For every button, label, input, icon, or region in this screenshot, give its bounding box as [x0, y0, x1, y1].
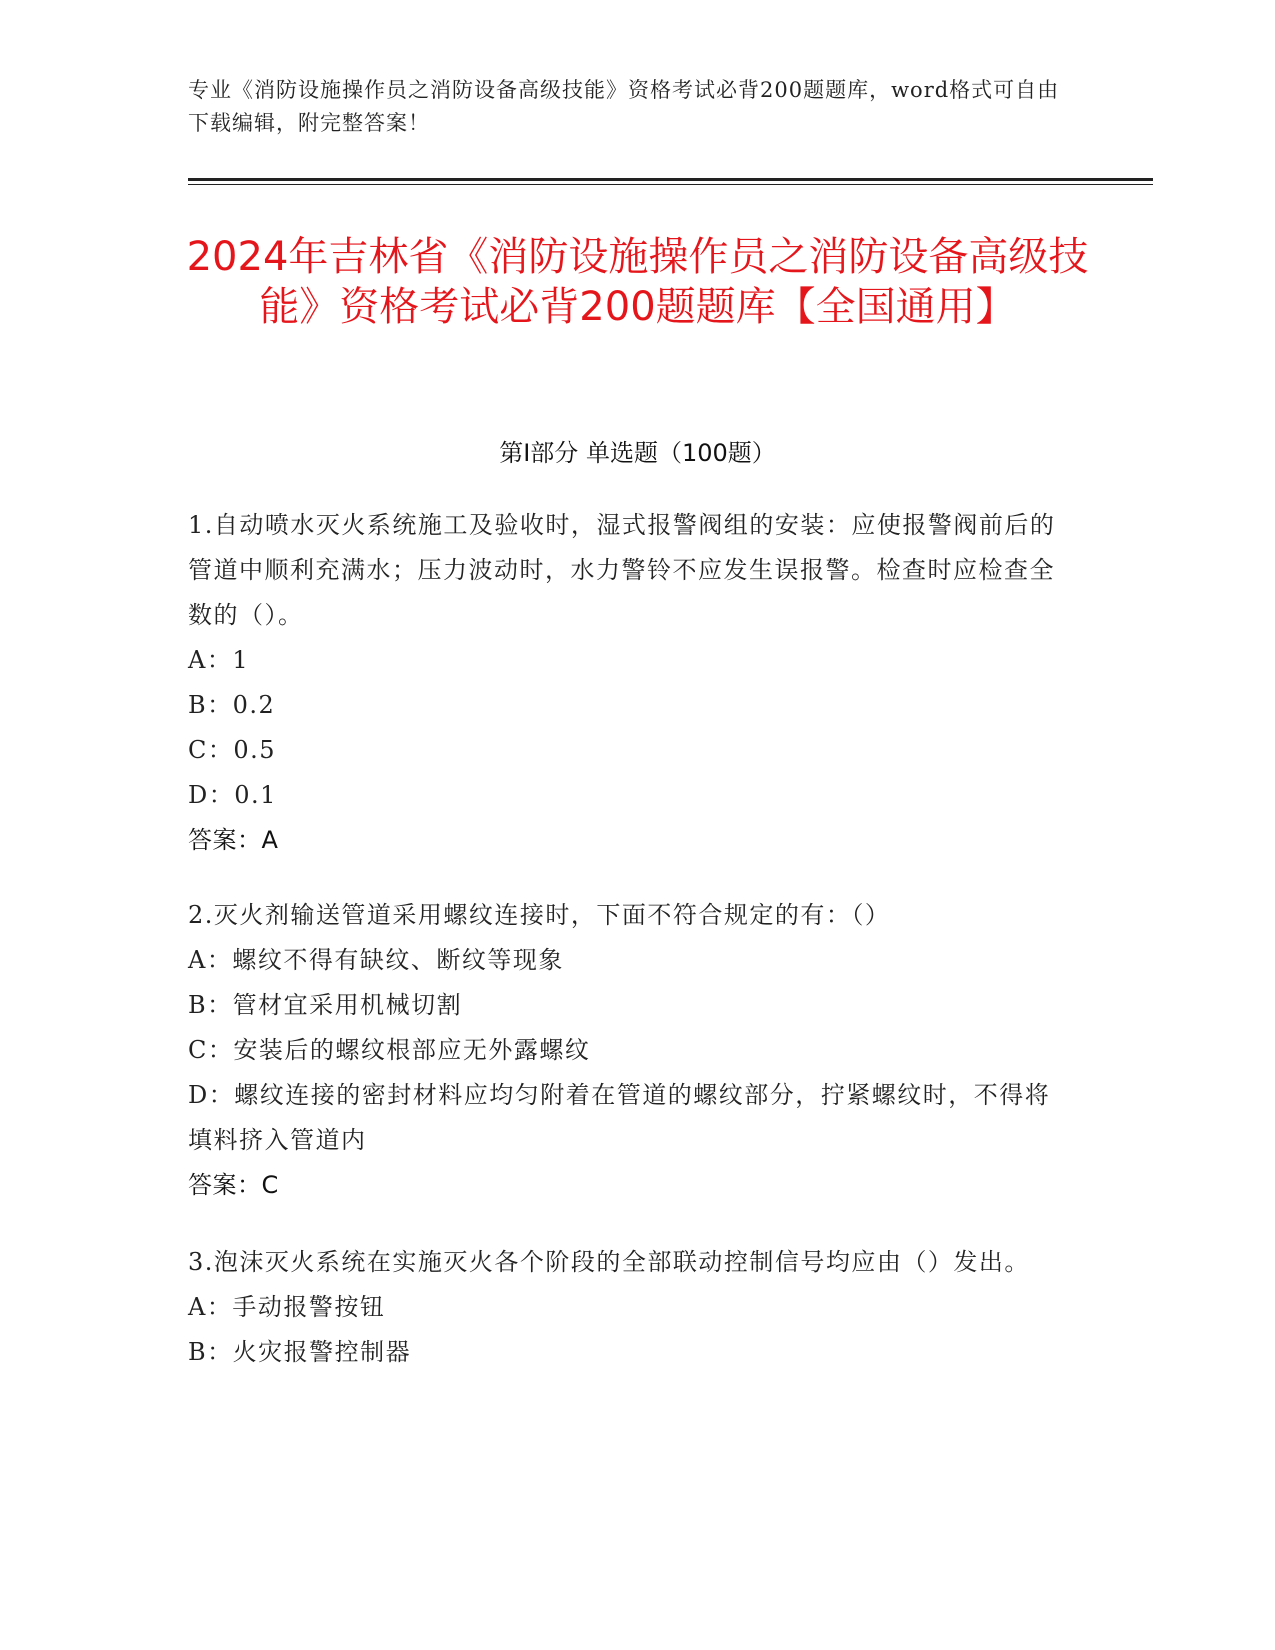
question-stem: 1.自动喷水灭火系统施工及验收时，湿式报警阀组的安装：应使报警阀前后的管道中顺利充满水；压力波动时，水力警铃不应发生误报警。检查时应检查全数的（）。 — [188, 511, 1056, 629]
question-stem: 2.灭火剂输送管道采用螺纹连接时，下面不符合规定的有：（） — [188, 901, 891, 929]
question-stem: 3.泡沫灭火系统在实施灭火各个阶段的全部联动控制信号均应由（）发出。 — [188, 1248, 1030, 1276]
header-divider-thin — [188, 184, 1153, 185]
answer-label: 答案：A — [188, 826, 279, 854]
option-b: B：0.2 — [188, 691, 276, 719]
question-block-2 — [188, 893, 1068, 1208]
question-block-1 — [188, 503, 1068, 863]
option-a: A：螺纹不得有缺纹、断纹等现象 — [188, 946, 564, 974]
option-b: B：火灾报警控制器 — [188, 1338, 412, 1366]
option-a: A：1 — [188, 646, 250, 674]
section-heading: 第I部分 单选题（100题） — [499, 439, 776, 467]
option-b: B：管材宜采用机械切割 — [188, 991, 463, 1019]
option-c: C：0.5 — [188, 736, 277, 764]
header-divider-thick — [188, 178, 1153, 181]
answer-label: 答案：C — [188, 1171, 279, 1199]
option-a: A：手动报警按钮 — [188, 1293, 386, 1321]
option-c: C：安装后的螺纹根部应无外露螺纹 — [188, 1036, 591, 1064]
question-block-3 — [188, 1240, 1068, 1375]
option-d: D：螺纹连接的密封材料应均匀附着在管道的螺纹部分，拧紧螺纹时，不得将填料挤入管道内 — [188, 1081, 1051, 1154]
document-title: 2024年吉林省《消防设施操作员之消防设备高级技能》资格考试必背200题题库【全国通用】 — [186, 234, 1089, 330]
option-d: D：0.1 — [188, 781, 277, 809]
header-note: 专业《消防设施操作员之消防设备高级技能》资格考试必背200题题库，word格式可自由下载编辑，附完整答案！ — [188, 78, 1060, 135]
